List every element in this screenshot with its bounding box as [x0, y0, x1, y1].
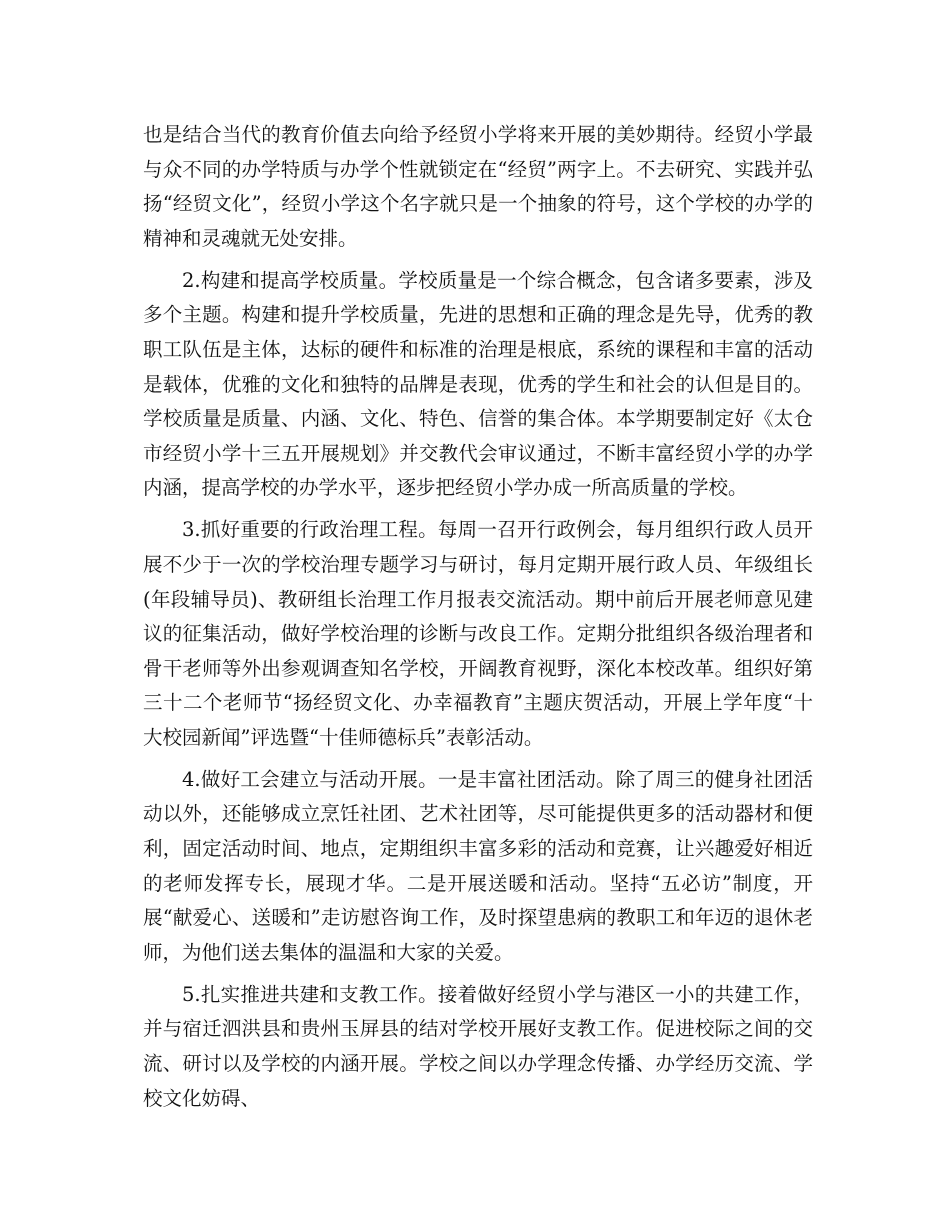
paragraph-joint-construction: 5.扎实推进共建和支教工作。接着做好经贸小学与港区一小的共建工作，并与宿迁泗洪县和贵州玉屏县的结对学校开展好支教工作。促进校际之间的交流、研讨以及学校的内涵开展。学校之间以办学理念传播、办学经历交流、学校文化妨碍、	[143, 982, 813, 1110]
paragraph-continuation: 也是结合当代的教育价值去向给予经贸小学将来开展的美妙期待。经贸小学最与众不同的办学特质与办学个性就锁定在“经贸”两字上。不去研究、实践并弘扬“经贸文化”，经贸小学这个名字就只是一个抽象的符号，这个学校的办学的精神和灵魂就无处安排。	[143, 123, 813, 250]
paragraph-administrative-management: 3.抓好重要的行政治理工程。每周一召开行政例会，每月组织行政人员开展不少于一次的学校治理专题学习与研讨，每月定期开展行政人员、年级组长(年段辅导员)、教研组长治理工作月报表交流活动。期中前后开展老师意见建议的征集活动，做好学校治理的诊断与改良工作。定期分批组织各级治理者和骨干老师等外出参观调查知名学校，开阔教育视野，深化本校改革。组织好第三十二个老师节“扬经贸文化、办幸福教育”主题庆贺活动，开展上学年度“十大校园新闻”评选暨“十佳师德标兵”表彰活动。	[143, 518, 813, 749]
document-body	[143, 118, 813, 1124]
paragraph-school-quality: 2.构建和提高学校质量。学校质量是一个综合概念，包含诸多要素，涉及多个主题。构建和提升学校质量，先进的思想和正确的理念是先导，优秀的教职工队伍是主体，达标的硬件和标准的治理是根底，系统的课程和丰富的活动是载体，优雅的文化和独特的品牌是表现，优秀的学生和社会的认但是目的。学校质量是质量、内涵、文化、特色、信誉的集合体。本学期要制定好《太仓市经贸小学十三五开展规划》并交教代会审议通过，不断丰富经贸小学的办学内涵，提高学校的办学水平，逐步把经贸小学办成一所高质量的学校。	[143, 268, 813, 500]
paragraph-union-activities: 4.做好工会建立与活动开展。一是丰富社团活动。除了周三的健身社团活动以外，还能够成立烹饪社团、艺术社团等，尽可能提供更多的活动器材和便利，固定活动时间、地点，定期组织丰富多彩的活动和竞赛，让兴趣爱好相近的老师发挥专长，展现才华。二是开展送暖和活动。坚持“五必访”制度，开展“献爱心、送暖和”走访慰咨询工作，及时探望患病的教职工和年迈的退休老师，为他们送去集体的温温和大家的关爱。	[143, 767, 813, 964]
